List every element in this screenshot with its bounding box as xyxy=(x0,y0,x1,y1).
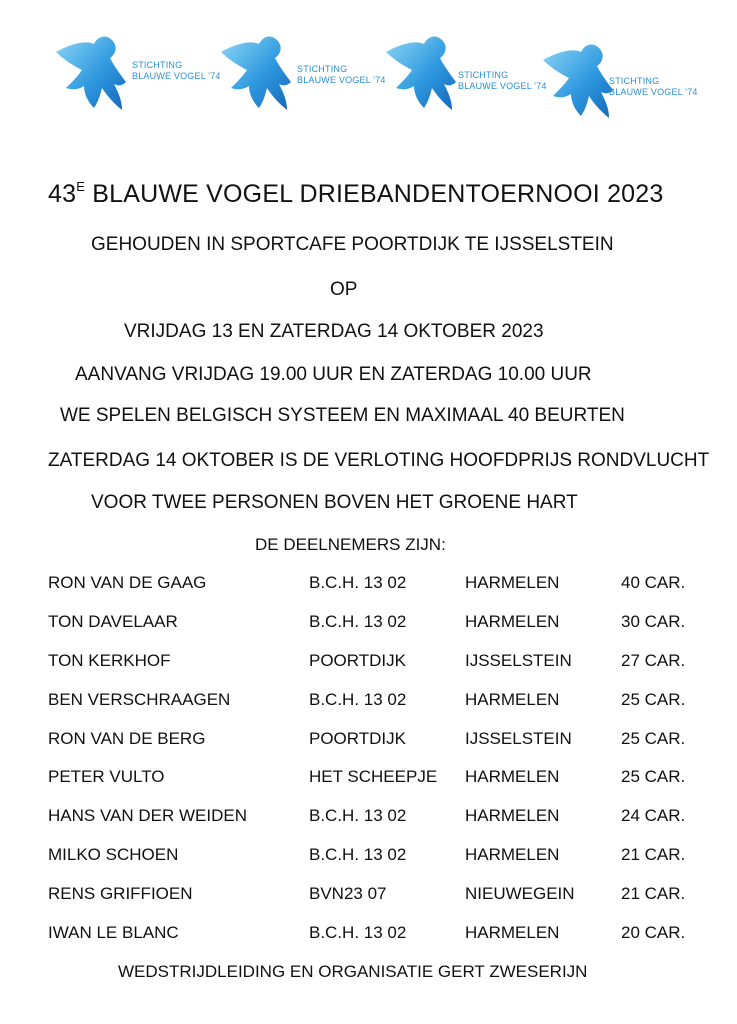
participant-caramboles: 20 CAR. xyxy=(621,923,686,942)
participant-name: IWAN LE BLANC xyxy=(48,923,179,942)
participant-club: B.C.H. 13 02 xyxy=(309,690,407,709)
participant-name: HANS VAN DER WEIDEN xyxy=(48,806,247,825)
logo-line-1: STICHTING xyxy=(297,64,348,74)
participant-name: TON DAVELAAR xyxy=(48,612,178,631)
logo-line-2: BLAUWE VOGEL '74 xyxy=(609,87,698,97)
participant-club: BVN23 07 xyxy=(309,884,387,903)
participant-name: MILKO SCHOEN xyxy=(48,845,179,864)
title-superscript: E xyxy=(76,179,86,194)
participant-club: POORTDIJK xyxy=(309,651,406,670)
participant-caramboles: 25 CAR. xyxy=(621,767,686,786)
table-row xyxy=(0,845,737,869)
table-row xyxy=(0,729,737,753)
table-row xyxy=(0,612,737,636)
participants-heading: DE DEELNEMERS ZIJN: xyxy=(255,535,446,554)
participant-club: HET SCHEEPJE xyxy=(309,767,438,786)
participant-name: RENS GRIFFIOEN xyxy=(48,884,193,903)
participant-city: HARMELEN xyxy=(465,573,560,592)
participant-club: B.C.H. 13 02 xyxy=(309,612,407,631)
participant-club: B.C.H. 13 02 xyxy=(309,923,407,942)
title-text: BLAUWE VOGEL DRIEBANDENTOERNOOI 2023 xyxy=(85,180,664,208)
participant-caramboles: 24 CAR. xyxy=(621,806,686,825)
participant-name: RON VAN DE GAAG xyxy=(48,573,207,592)
participant-caramboles: 27 CAR. xyxy=(621,651,686,670)
participant-club: POORTDIJK xyxy=(309,729,406,748)
table-row xyxy=(0,690,737,714)
participant-city: NIEUWEGEIN xyxy=(465,884,575,903)
participant-caramboles: 25 CAR. xyxy=(621,729,686,748)
logo-blauwe-vogel xyxy=(378,30,547,130)
logo-line-2: BLAUWE VOGEL '74 xyxy=(458,81,547,91)
page-title xyxy=(48,180,664,209)
table-row xyxy=(0,767,737,791)
logo-line-1: STICHTING xyxy=(609,76,660,86)
participant-club: B.C.H. 13 02 xyxy=(309,806,407,825)
start-times-line: AANVANG VRIJDAG 19.00 UUR EN ZATERDAG 10.00 UUR xyxy=(75,364,592,385)
logo-strip xyxy=(48,30,698,140)
participant-club: B.C.H. 13 02 xyxy=(309,845,407,864)
participant-name: PETER VULTO xyxy=(48,767,165,786)
logo-line-2: BLAUWE VOGEL '74 xyxy=(297,75,386,85)
system-line: WE SPELEN BELGISCH SYSTEEM EN MAXIMAAL 40 BEURTEN xyxy=(60,405,625,426)
participant-city: HARMELEN xyxy=(465,923,560,942)
participant-city: HARMELEN xyxy=(465,806,560,825)
participant-name: RON VAN DE BERG xyxy=(48,729,206,748)
participant-city: HARMELEN xyxy=(465,767,560,786)
title-number: 43 xyxy=(48,180,77,208)
table-row xyxy=(0,923,737,947)
table-row xyxy=(0,651,737,675)
participant-name: TON KERKHOF xyxy=(48,651,171,670)
logo-blauwe-vogel xyxy=(535,38,698,138)
participant-city: HARMELEN xyxy=(465,690,560,709)
participant-caramboles: 21 CAR. xyxy=(621,884,686,903)
raffle-line-2: VOOR TWEE PERSONEN BOVEN HET GROENE HART xyxy=(91,492,578,513)
venue-line: GEHOUDEN IN SPORTCAFE POORTDIJK TE IJSSELSTEIN xyxy=(91,234,614,255)
participant-caramboles: 21 CAR. xyxy=(621,845,686,864)
participant-city: HARMELEN xyxy=(465,612,560,631)
table-row xyxy=(0,884,737,908)
participant-city: IJSSELSTEIN xyxy=(465,729,572,748)
participant-city: IJSSELSTEIN xyxy=(465,651,572,670)
table-row xyxy=(0,806,737,830)
op-line: OP xyxy=(330,279,358,300)
raffle-line-1: ZATERDAG 14 OKTOBER IS DE VERLOTING HOOFDPRIJS RONDVLUCHT xyxy=(48,450,710,471)
logo-line-1: STICHTING xyxy=(132,60,183,70)
logo-blauwe-vogel xyxy=(213,30,386,130)
participant-caramboles: 30 CAR. xyxy=(621,612,686,631)
logo-blauwe-vogel xyxy=(48,30,221,130)
table-row xyxy=(0,573,737,597)
participant-name: BEN VERSCHRAAGEN xyxy=(48,690,231,709)
participant-caramboles: 25 CAR. xyxy=(621,690,686,709)
participant-city: HARMELEN xyxy=(465,845,560,864)
organisation-footer: WEDSTRIJDLEIDING EN ORGANISATIE GERT ZWESERIJN xyxy=(118,962,588,981)
dates-line: VRIJDAG 13 EN ZATERDAG 14 OKTOBER 2023 xyxy=(124,321,544,342)
participant-club: B.C.H. 13 02 xyxy=(309,573,407,592)
logo-line-1: STICHTING xyxy=(458,70,509,80)
participant-caramboles: 40 CAR. xyxy=(621,573,686,592)
logo-line-2: BLAUWE VOGEL '74 xyxy=(132,71,221,81)
